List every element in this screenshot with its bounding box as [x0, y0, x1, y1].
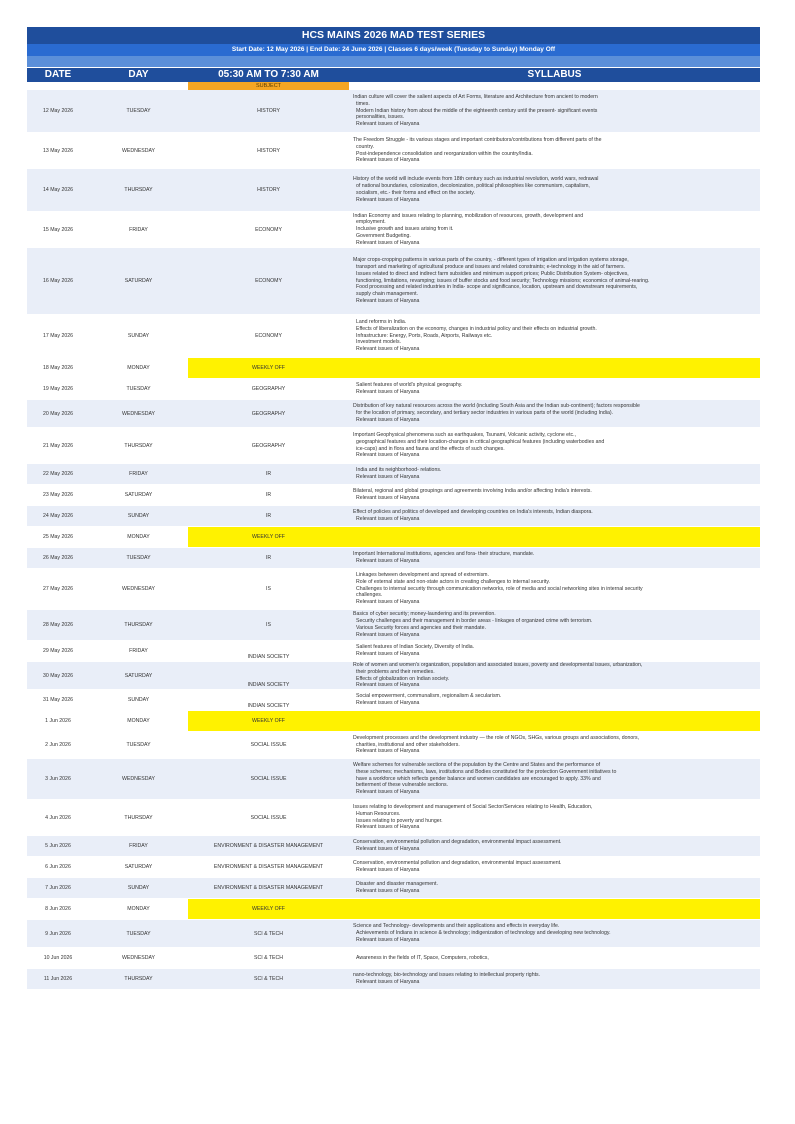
syllabus-line: Relevant issues of Haryana [356, 297, 420, 304]
column-header-time: 05:30 AM TO 7:30 AM [218, 69, 319, 80]
day-cell: TUESDAY [126, 555, 151, 561]
day-cell: WEDNESDAY [121, 410, 156, 417]
table-row [27, 379, 760, 400]
syllabus-line: ice-caps) and in flora and fauna and the effects of such changes. [356, 445, 505, 452]
day-cell: MONDAY [127, 906, 150, 912]
syllabus-line: Distribution of key natural resources across the world (including South Asia and the Indian sub-continent); factors responsible [353, 403, 640, 410]
syllabus-cell [349, 857, 760, 877]
syllabus-cell [349, 464, 760, 484]
table-row [27, 641, 760, 662]
syllabus-line: Role of external state and non-state actors in creating challenges to internal security. [356, 578, 550, 585]
syllabus-line: for the location of primary, secondary, and tertiary sector industries in various parts of the world (including India). [356, 410, 613, 417]
syllabus-cell [349, 690, 760, 710]
day-cell: WEDNESDAY [121, 147, 156, 154]
subject-cell: INDIAN SOCIETY [247, 654, 290, 660]
syllabus-line: Relevant issues of Haryana [356, 452, 420, 459]
date-cell: 30 May 2026 [43, 672, 73, 679]
date-cell: 13 May 2026 [43, 147, 73, 154]
subject-cell: GEOGRAPHY [251, 442, 286, 449]
subject-cell: SCI & TECH [253, 955, 284, 961]
syllabus-line: geographical features and their location-changes in critical geographical features (including waterbodies and [356, 438, 605, 445]
subject-cell: WEEKLY OFF [188, 899, 349, 919]
subject-cell: HISTORY [257, 187, 280, 193]
table-row [27, 315, 760, 358]
syllabus-cell [349, 948, 760, 968]
syllabus-line: socialism, etc.- their forms and effect on the society. [356, 190, 475, 196]
syllabus-line: Infrastructure: Energy, Ports, Roads, Airports, Railways etc. [356, 332, 493, 339]
subject-cell: IR [265, 555, 272, 561]
syllabus-line: Relevant issues of Haryana [356, 416, 420, 423]
syllabus-line: times. [356, 100, 370, 107]
table-row [27, 212, 760, 248]
syllabus-cell [349, 610, 760, 640]
syllabus-line: Development processes and the development industry — the role of NGOs, SHGs, various groups and associations, donors, [353, 734, 640, 741]
syllabus-cell [349, 527, 760, 547]
table-row [27, 836, 760, 857]
syllabus-cell [349, 899, 760, 919]
date-cell: 17 May 2026 [43, 333, 73, 339]
syllabus-line: Salient features of world's physical geography. [356, 382, 463, 389]
syllabus-line: Indian Economy and issues relating to planning, mobilization of resources, growth, development and [353, 212, 584, 219]
syllabus-cell [349, 400, 760, 427]
syllabus-cell [349, 169, 760, 211]
syllabus-line: nano-technology, bio-technology and issues relating to intellectual property rights. [353, 972, 541, 979]
day-cell: TUESDAY [126, 742, 151, 748]
syllabus-line: Relevant issues of Haryana [356, 495, 420, 501]
date-cell: 12 May 2026 [43, 108, 73, 114]
table-row [27, 800, 760, 836]
subheader-row [27, 82, 760, 90]
subject-cell: WEEKLY OFF [188, 711, 349, 731]
day-cell: THURSDAY [124, 814, 153, 821]
syllabus-line: Bilateral, regional and global groupings and agreements involving India and/or affecting India's interests. [353, 488, 592, 495]
syllabus-line: their problems and their remedies. [356, 668, 435, 675]
day-cell: TUESDAY [126, 386, 151, 392]
weekly-off-row [27, 711, 760, 732]
syllabus-line: Linkages between development and spread of extremism. [356, 572, 489, 578]
syllabus-line: Relevant issues of Haryana [356, 700, 420, 706]
syllabus-line: supply chain management. [356, 291, 418, 298]
syllabus-line: charities, institutional and other stakeholders. [356, 741, 460, 748]
syllabus-cell [349, 428, 760, 463]
syllabus-line: Relevant issues of Haryana [356, 389, 420, 395]
day-cell: SATURDAY [124, 492, 153, 498]
day-cell: THURSDAY [124, 976, 153, 982]
table-row [27, 248, 760, 315]
syllabus-cell [349, 133, 760, 168]
syllabus-cell [349, 90, 760, 132]
syllabus-line: Major crops-cropping patterns in various parts of the country, - different types of irrigation and irrigation systems storage, [353, 257, 629, 264]
date-cell: 31 May 2026 [43, 697, 73, 703]
syllabus-cell [349, 506, 760, 526]
day-cell: MONDAY [127, 534, 150, 540]
syllabus-cell [349, 379, 760, 399]
subject-cell: ECONOMY [255, 278, 282, 284]
subject-cell: IR [265, 492, 272, 498]
syllabus-line: betterment of these vulnerable sections. [356, 782, 448, 789]
syllabus-line: transport and marketing of agricultural produce and issues and related constraints; e-technology in the aid of farmers. [356, 264, 626, 270]
syllabus-line: Relevant issues of Haryana [356, 474, 420, 480]
table-row [27, 662, 760, 690]
syllabus-line: Relevant issues of Haryana [356, 979, 420, 985]
subject-cell: ECONOMY [255, 226, 282, 233]
day-cell: FRIDAY [129, 648, 148, 654]
table-row [27, 485, 760, 506]
date-cell: 5 Jun 2026 [45, 843, 71, 849]
date-cell: 24 May 2026 [43, 513, 73, 519]
subject-cell: INDIAN SOCIETY [247, 682, 290, 688]
subject-cell: SOCIAL ISSUE [250, 776, 287, 782]
date-cell: 15 May 2026 [43, 226, 73, 233]
syllabus-line: Relevant issues of Haryana [356, 682, 420, 689]
syllabus-line: Post-independence consolidation and reorganization within the country/India. [356, 150, 533, 157]
syllabus-cell [349, 920, 760, 947]
table-row [27, 90, 760, 133]
syllabus-line: employment. [356, 219, 386, 226]
date-cell: 1 Jun 2026 [45, 718, 71, 724]
syllabus-line: Important International institutions, agencies and fora- their structure, mandate. [353, 551, 535, 558]
table-header [27, 67, 760, 82]
syllabus-line: Relevant issues of Haryana [356, 599, 420, 606]
syllabus-line: Social empowerment, communalism, regionalism & secularism. [356, 693, 502, 700]
syllabus-cell [349, 641, 760, 661]
table-row [27, 569, 760, 610]
subject-cell: ECONOMY [255, 333, 282, 339]
table-row [27, 400, 760, 428]
syllabus-line: Important Geophysical phenomena such as earthquakes, Tsunami, Volcanic activity, cyclone etc., [353, 431, 576, 438]
table-row [27, 428, 760, 464]
day-cell: FRIDAY [129, 226, 148, 233]
syllabus-cell [349, 759, 760, 799]
syllabus-line: Effects of globalization on Indian society. [356, 675, 450, 682]
subject-cell: GEOGRAPHY [251, 410, 286, 417]
date-cell: 6 Jun 2026 [45, 864, 71, 870]
syllabus-cell [349, 836, 760, 856]
date-cell: 25 May 2026 [43, 534, 73, 540]
syllabus-line: Relevant issues of Haryana [356, 196, 420, 203]
schedule-sheet [27, 27, 760, 990]
syllabus-line: these schemes; mechanisms, laws, institutions and Bodies constituted for the protection Government initiatives to [356, 768, 617, 775]
subject-cell: IS [266, 586, 271, 592]
subject-cell: SCI & TECH [253, 930, 284, 937]
syllabus-cell [349, 358, 760, 378]
syllabus-line: Relevant issues of Haryana [356, 888, 420, 894]
date-cell: 20 May 2026 [43, 410, 73, 417]
syllabus-line: Effects of liberalization on the economy, changes in industrial policy and their effects on industrial growth. [356, 325, 597, 332]
date-cell: 21 May 2026 [43, 442, 73, 449]
day-cell: MONDAY [127, 718, 150, 724]
syllabus-line: Indian culture will cover the salient aspects of Art Forms, literature and Architecture from ancient to modern [353, 94, 598, 100]
syllabus-line: Security challenges and their management in border areas - linkages of organized crime with terrorism. [356, 618, 593, 625]
syllabus-line: Science and Technology- developments and their applications and effects in everyday life. [353, 923, 560, 930]
day-cell: SATURDAY [124, 278, 153, 284]
syllabus-cell [349, 485, 760, 505]
syllabus-line: challenges. [356, 592, 383, 599]
header-band [27, 56, 760, 67]
day-cell: TUESDAY [126, 108, 151, 114]
syllabus-line: Relevant issues of Haryana [356, 936, 420, 943]
date-cell: 11 Jun 2026 [43, 976, 73, 982]
syllabus-line: Relevant issues of Haryana [356, 789, 420, 796]
day-cell: THURSDAY [124, 187, 153, 193]
syllabus-cell [349, 212, 760, 247]
syllabus-line: Relevant issues of Haryana [356, 346, 420, 353]
syllabus-line: Relevant issues of Haryana [356, 748, 420, 755]
weekly-off-row [27, 527, 760, 548]
date-cell: 18 May 2026 [43, 365, 73, 371]
syllabus-cell [349, 569, 760, 609]
syllabus-line: Issues related to direct and indirect farm subsidies and minimum support prices; Public Distribution System- objectives, [356, 270, 629, 277]
date-cell: 7 Jun 2026 [45, 885, 71, 891]
date-cell: 16 May 2026 [43, 278, 73, 284]
page-subtitle: Start Date: 12 May 2026 | End Date: 24 June 2026 | Classes 6 days/week (Tuesday to Sunday) Monday Off [27, 44, 760, 56]
syllabus-line: functioning, limitations, revamping; issues of buffer stocks and food security; Technology missions; economics of animal-rearing. [356, 277, 650, 284]
syllabus-cell [349, 732, 760, 758]
table-row [27, 759, 760, 800]
day-cell: MONDAY [127, 365, 150, 371]
date-cell: 10 Jun 2026 [43, 955, 73, 961]
syllabus-line: History of the world will include events from 18th century such as industrial revolution, world wars, redrawal [353, 176, 599, 183]
date-cell: 23 May 2026 [43, 492, 73, 498]
syllabus-cell [349, 315, 760, 357]
subject-cell: HISTORY [257, 147, 280, 154]
subject-cell: SOCIAL ISSUE [250, 814, 287, 821]
date-cell: 29 May 2026 [43, 648, 73, 654]
syllabus-line: personalities, issues. [356, 114, 405, 121]
date-cell: 27 May 2026 [43, 586, 73, 592]
syllabus-line: India and its neighborhood- relations. [356, 467, 442, 474]
subject-cell: HISTORY [257, 108, 280, 114]
day-cell: SUNDAY [127, 697, 150, 703]
day-cell: THURSDAY [124, 442, 153, 449]
subject-cell: SOCIAL ISSUE [250, 742, 287, 748]
subject-cell: SCI & TECH [253, 976, 284, 982]
syllabus-line: have a workforce which reflects gender balance and women candidates are encouraged to apply. 33% and [356, 775, 601, 782]
syllabus-line: Various Security forces and agencies and their mandate. [356, 625, 486, 631]
syllabus-line: Welfare schemes for vulnerable sections of the population by the Centre and States and the performance of [353, 762, 601, 768]
date-cell: 19 May 2026 [43, 386, 73, 392]
day-cell: FRIDAY [129, 843, 148, 849]
table-row [27, 133, 760, 169]
syllabus-line: country. [356, 143, 375, 150]
syllabus-cell [349, 248, 760, 314]
subject-cell: ENVIRONMENT & DISASTER MANAGEMENT [213, 843, 324, 849]
weekly-off-row [27, 358, 760, 379]
syllabus-line: Modern Indian history from about the middle of the eighteenth century until the present- significant events [356, 107, 598, 114]
syllabus-line: Awareness in the fields of IT, Space, Computers, robotics, [356, 954, 489, 961]
syllabus-line: Relevant issues of Haryana [356, 157, 420, 164]
table-row [27, 732, 760, 759]
subject-cell: WEEKLY OFF [188, 527, 349, 547]
syllabus-line: Relevant issues of Haryana [356, 558, 420, 564]
day-cell: TUESDAY [126, 930, 151, 937]
syllabus-line: Relevant issues of Haryana [356, 867, 420, 873]
syllabus-line: Inclusive growth and issues arising from it. [356, 226, 454, 233]
weekly-off-row [27, 899, 760, 920]
syllabus-line: Effect of policies and politics of developed and developing countries on India's interests, Indian diaspora. [353, 509, 593, 516]
syllabus-line: The Freedom Struggle - its various stages and important contributors/contributions from different parts of the [353, 136, 602, 143]
syllabus-line: Relevant issues of Haryana [356, 651, 420, 657]
syllabus-line: of national boundaries, colonization, decolonization, political philosophies like communism, capitalism, [356, 183, 590, 190]
syllabus-line: Relevant issues of Haryana [356, 121, 420, 128]
syllabus-cell [349, 711, 760, 731]
syllabus-line: Government Budgeting. [356, 232, 411, 239]
table-row [27, 548, 760, 569]
syllabus-line: Relevant issues of Haryana [356, 824, 420, 831]
syllabus-line: Basics of cyber security; money-laundering and its prevention. [353, 611, 496, 618]
syllabus-line: Achievements of Indians in science & technology; indigenization of technology and developing new technology. [356, 930, 611, 937]
table-row [27, 169, 760, 212]
subject-cell: INDIAN SOCIETY [247, 703, 290, 709]
table-row [27, 878, 760, 899]
date-cell: 9 Jun 2026 [45, 930, 71, 937]
column-header-syllabus: SYLLABUS [527, 69, 582, 80]
table-row [27, 969, 760, 990]
subject-cell: ENVIRONMENT & DISASTER MANAGEMENT [213, 885, 324, 891]
syllabus-line: Challenges to internal security through communication networks, role of media and social networking sites in internal security [356, 585, 643, 592]
syllabus-line: Conservation, environmental pollution and degradation, environmental impact assessment. [353, 860, 562, 867]
date-cell: 8 Jun 2026 [45, 906, 71, 912]
syllabus-line: Conservation, environmental pollution and degradation, environmental impact assessment. [353, 839, 562, 846]
table-row [27, 948, 760, 969]
date-cell: 4 Jun 2026 [45, 814, 71, 821]
syllabus-line: Relevant issues of Haryana [356, 846, 420, 852]
syllabus-cell [349, 548, 760, 568]
syllabus-line: Relevant issues of Haryana [356, 239, 420, 246]
day-cell: FRIDAY [129, 471, 148, 477]
date-cell: 22 May 2026 [43, 471, 73, 477]
day-cell: SUNDAY [127, 513, 150, 519]
syllabus-cell [349, 662, 760, 689]
subject-cell: IR [265, 471, 272, 477]
column-header-date: DATE [44, 69, 72, 80]
syllabus-line: Salient features of Indian Society, Diversity of India. [356, 644, 475, 651]
syllabus-cell [349, 878, 760, 898]
table-row [27, 464, 760, 485]
syllabus-cell [349, 969, 760, 989]
syllabus-line: Investment models. [356, 339, 401, 346]
subject-cell: ENVIRONMENT & DISASTER MANAGEMENT [213, 864, 324, 870]
subject-cell: IR [265, 513, 272, 519]
syllabus-line: Human Resources. [356, 810, 401, 817]
syllabus-line: Relevant issues of Haryana [356, 631, 420, 638]
date-cell: 14 May 2026 [43, 187, 73, 193]
subject-subheader: SUBJECT [188, 82, 349, 90]
day-cell: SUNDAY [127, 333, 150, 339]
day-cell: THURSDAY [124, 622, 153, 628]
date-cell: 2 Jun 2026 [45, 742, 71, 748]
table-row [27, 690, 760, 711]
syllabus-cell [349, 800, 760, 835]
date-cell: 26 May 2026 [43, 555, 73, 561]
day-cell: SUNDAY [127, 885, 150, 891]
table-row [27, 610, 760, 641]
syllabus-line: Role of women and women's organization, population and associated issues, poverty and developmental issues, urbanization, [353, 661, 643, 668]
syllabus-line: Disaster and disaster management. [356, 881, 438, 888]
day-cell: WEDNESDAY [121, 586, 156, 592]
day-cell: WEDNESDAY [121, 776, 156, 782]
table-row [27, 920, 760, 948]
schedule-table-body [27, 90, 760, 990]
day-cell: SATURDAY [124, 672, 153, 679]
syllabus-line: Issues relating to poverty and hunger. [356, 817, 443, 824]
subject-cell: GEOGRAPHY [251, 386, 286, 392]
column-header-day: DAY [128, 69, 149, 80]
subject-cell: WEEKLY OFF [188, 358, 349, 378]
table-row [27, 857, 760, 878]
page-title: HCS MAINS 2026 MAD TEST SERIES [27, 27, 760, 44]
date-cell: 28 May 2026 [43, 622, 73, 628]
syllabus-line: Food processing and related industries in India- scope and significance, location, upstream and downstream requirements, [356, 284, 638, 291]
date-cell: 3 Jun 2026 [45, 776, 71, 782]
day-cell: WEDNESDAY [121, 955, 156, 961]
syllabus-line: Land reforms in India. [356, 319, 407, 325]
table-row [27, 506, 760, 527]
day-cell: SATURDAY [124, 864, 153, 870]
syllabus-line: Issues relating to development and management of Social Sector/Services relating to Health, Education, [353, 803, 593, 810]
subject-cell: IS [266, 622, 271, 628]
syllabus-line: Relevant issues of Haryana [356, 516, 420, 522]
